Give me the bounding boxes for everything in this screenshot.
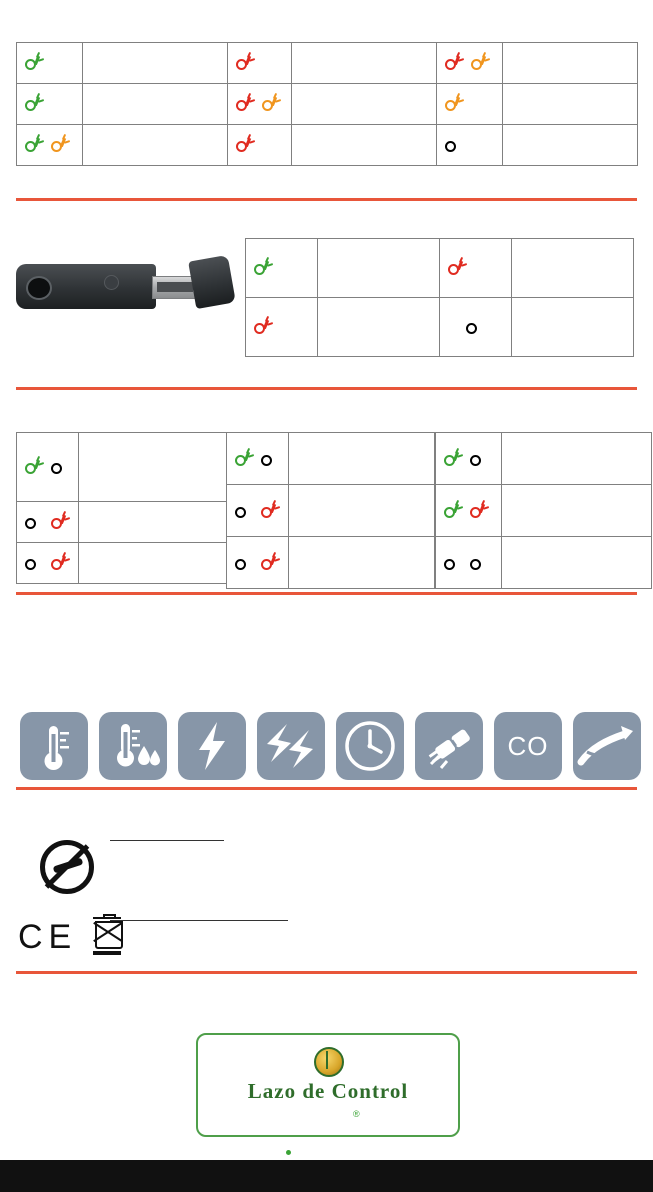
led-table: [435, 432, 652, 589]
table-row: [17, 543, 227, 584]
bin-lid: [93, 917, 121, 919]
led-cell: [227, 485, 289, 537]
desc-cell: [512, 298, 634, 357]
led-off-icon: [443, 134, 463, 156]
usb-lanyard-hole: [26, 276, 52, 300]
note-rule-2: [110, 920, 288, 921]
led-cell: [227, 537, 289, 589]
led-red-on-icon: [234, 134, 254, 156]
desc-cell: [503, 125, 638, 166]
led-table: [245, 238, 634, 357]
led-cell: [227, 433, 289, 485]
led-green-on-icon: [23, 456, 43, 478]
table-row: [436, 537, 652, 589]
led-off-icon: [23, 552, 43, 574]
desc-cell: [292, 43, 437, 84]
led-orange-on-icon: [469, 52, 489, 74]
led-green-on-icon: [252, 257, 272, 279]
led-status-table-3-right: [435, 432, 652, 589]
led-cell: [17, 43, 83, 84]
double-lightning-icon: [257, 712, 325, 780]
no-fire-disposal-icon: [40, 840, 94, 894]
led-cell: [228, 84, 292, 125]
table-row: [227, 433, 435, 485]
led-status-table-2: [245, 238, 634, 357]
desc-cell: [83, 125, 228, 166]
led-red-on-icon: [234, 93, 254, 115]
thermometer-icon: [20, 712, 88, 780]
led-off-icon: [233, 500, 253, 522]
logo-trademark: ®: [353, 1109, 360, 1119]
desc-cell: [503, 84, 638, 125]
weee-crossed-bin-icon: [91, 915, 125, 959]
desc-cell: [289, 433, 435, 485]
usb-body: [16, 264, 156, 309]
table-row: [17, 502, 227, 543]
usb-cap: [188, 255, 236, 309]
led-cell: [17, 84, 83, 125]
led-orange-on-icon: [260, 93, 280, 115]
led-green-on-icon: [442, 448, 462, 470]
table-row: [436, 433, 652, 485]
led-cell: [437, 125, 503, 166]
led-off-icon: [442, 552, 462, 574]
logo-globe-icon: [314, 1047, 344, 1077]
desc-cell: [502, 537, 652, 589]
desc-cell: [502, 433, 652, 485]
table-row: [17, 43, 638, 84]
led-green-on-icon: [233, 448, 253, 470]
section-separator: [16, 198, 637, 201]
desc-cell: [502, 485, 652, 537]
section-separator: [16, 971, 637, 974]
usb-button: [104, 275, 119, 290]
usb-dongle-photo: [16, 248, 231, 338]
section-separator: [16, 787, 637, 790]
table-row: [246, 239, 634, 298]
led-red-on-icon: [234, 52, 254, 74]
led-table: [226, 432, 435, 589]
table-body: [227, 433, 435, 589]
led-orange-on-icon: [443, 93, 463, 115]
footer-dot: [286, 1150, 291, 1155]
led-green-on-icon: [442, 500, 462, 522]
lightning-bolt-icon: [178, 712, 246, 780]
desc-cell: [79, 543, 227, 584]
led-cell: [436, 537, 502, 589]
led-red-on-icon: [49, 552, 69, 574]
led-status-table-1: [16, 42, 638, 166]
led-red-on-icon: [468, 500, 488, 522]
table-body: [17, 43, 638, 166]
led-cell: [440, 298, 512, 357]
weee-bar: [93, 951, 121, 955]
footer-bar: [0, 1160, 653, 1192]
logo-text: Lazo de Control: [247, 1079, 409, 1103]
led-cell: [246, 239, 318, 298]
desc-cell: [289, 537, 435, 589]
led-green-on-icon: [23, 134, 43, 156]
table-row: [227, 485, 435, 537]
led-cell: [436, 485, 502, 537]
table-body: [436, 433, 652, 589]
table-row: [436, 485, 652, 537]
led-cell: [228, 43, 292, 84]
table-row: [17, 433, 227, 502]
led-red-on-icon: [259, 500, 279, 522]
led-off-icon: [468, 448, 488, 470]
section-separator: [16, 592, 637, 595]
led-table: [16, 432, 227, 584]
table-body: [246, 239, 634, 357]
clock-icon: [336, 712, 404, 780]
desc-cell: [292, 125, 437, 166]
table-row: [227, 537, 435, 589]
led-green-on-icon: [23, 93, 43, 115]
led-cell: [440, 239, 512, 298]
led-off-icon: [23, 511, 43, 533]
led-cell: [436, 433, 502, 485]
desc-cell: [318, 298, 440, 357]
desc-cell: [292, 84, 437, 125]
led-off-icon: [464, 316, 484, 338]
table-row: [17, 84, 638, 125]
led-red-on-icon: [443, 52, 463, 74]
led-off-icon: [49, 456, 69, 478]
desc-cell: [512, 239, 634, 298]
desc-cell: [83, 84, 228, 125]
led-cell: [17, 502, 79, 543]
desc-cell: [79, 433, 227, 502]
gas-leak-icon: [573, 712, 641, 780]
ce-mark: CE: [18, 917, 78, 956]
led-cell: [17, 543, 79, 584]
desc-cell: [503, 43, 638, 84]
led-off-icon: [259, 448, 279, 470]
led-status-table-3-left: [16, 432, 227, 584]
table-body: [17, 433, 227, 584]
note-rule-1: [110, 840, 224, 841]
desc-cell: [83, 43, 228, 84]
led-cell: [437, 43, 503, 84]
led-red-on-icon: [259, 552, 279, 574]
usb-connector-inner: [157, 282, 193, 292]
led-cell: [246, 298, 318, 357]
unplugged-plug-icon: [415, 712, 483, 780]
desc-cell: [318, 239, 440, 298]
led-off-icon: [468, 552, 488, 574]
led-cell: [437, 84, 503, 125]
lazo-de-control-logo: [196, 1033, 460, 1137]
led-cell: [17, 433, 79, 502]
led-red-on-icon: [252, 316, 272, 338]
led-orange-on-icon: [49, 134, 69, 156]
co-icon: [494, 712, 562, 780]
led-red-on-icon: [49, 511, 69, 533]
desc-cell: [289, 485, 435, 537]
led-status-table-3-middle: [226, 432, 435, 589]
led-green-on-icon: [23, 52, 43, 74]
led-red-on-icon: [446, 257, 466, 279]
led-table: [16, 42, 638, 166]
led-cell: [228, 125, 292, 166]
led-off-icon: [233, 552, 253, 574]
led-cell: [17, 125, 83, 166]
thermometer-humidity-icon: [99, 712, 167, 780]
table-row: [17, 125, 638, 166]
compliance-marks: [18, 915, 125, 959]
section-separator: [16, 387, 637, 390]
feature-icon-row: [20, 712, 641, 780]
desc-cell: [79, 502, 227, 543]
co-label: CO: [507, 730, 549, 761]
table-row: [246, 298, 634, 357]
